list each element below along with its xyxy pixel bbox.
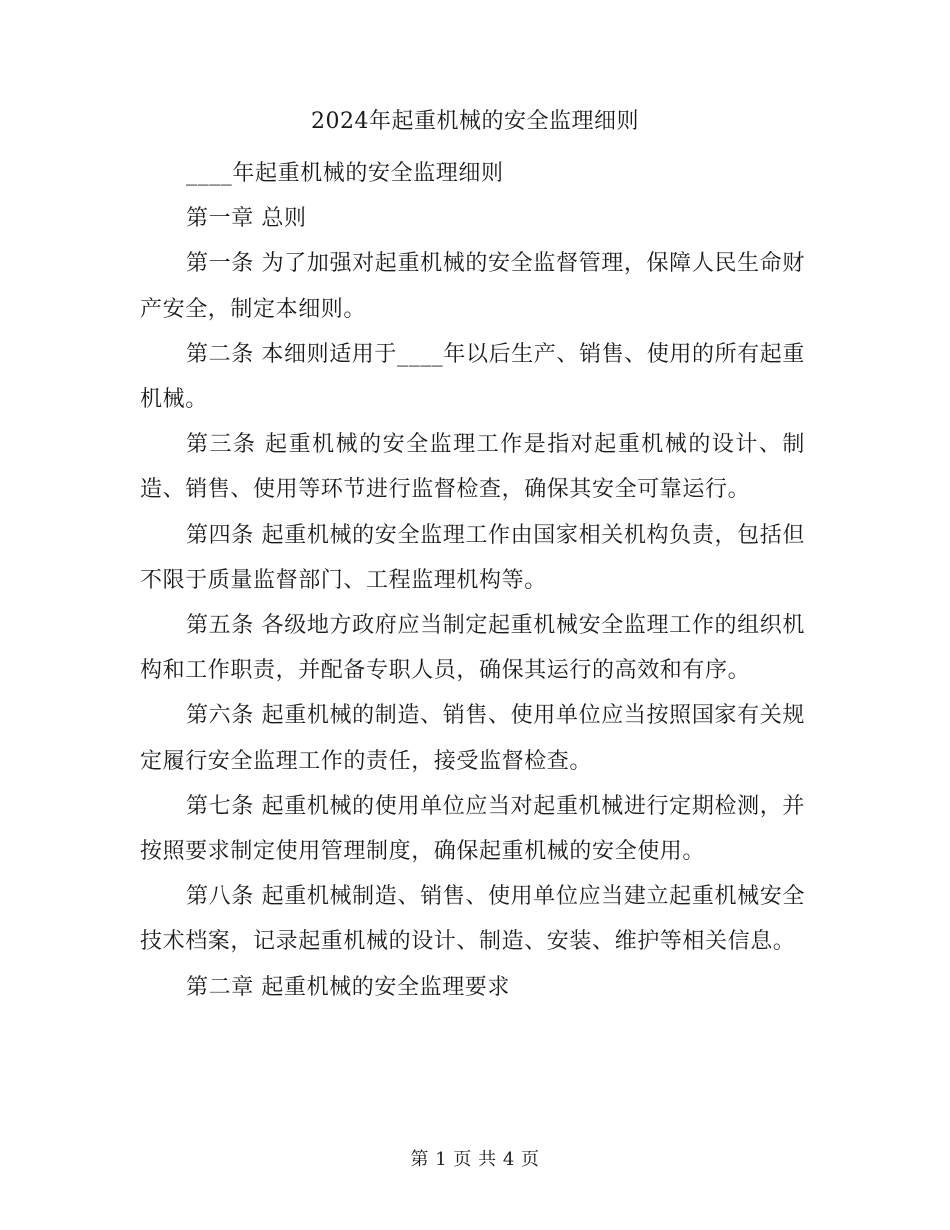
page-number-footer: 第 1 页 共 4 页 [410, 1149, 540, 1170]
paragraph-chapter-1: 第一章 总则 [186, 206, 307, 232]
paragraph-article-5: 第五条 各级地方政府应当制定起重机械安全监理工作的组织机构和工作职责，并配备专职人员，确保其运行的高效和有序。 [140, 613, 805, 684]
paragraph-article-1: 第一条 为了加强对起重机械的安全监督管理，保障人民生命财产安全，制定本细则。 [140, 251, 805, 322]
paragraph-article-3: 第三条 起重机械的安全监理工作是指对起重机械的设计、制造、销售、使用等环节进行监督检查，确保其安全可靠运行。 [140, 432, 805, 503]
paragraph-subtitle: ____年起重机械的安全监理细则 [186, 161, 504, 186]
paragraph-article-4: 第四条 起重机械的安全监理工作由国家相关机构负责，包括但不限于质量监督部门、工程监理机构等。 [140, 522, 805, 593]
document-body [140, 151, 805, 1010]
paragraph-article-6: 第六条 起重机械的制造、销售、使用单位应当按照国家有关规定履行安全监理工作的责任，接受监督检查。 [140, 703, 805, 774]
paragraph-article-8: 第八条 起重机械制造、销售、使用单位应当建立起重机械安全技术档案，记录起重机械的设计、制造、安装、维护等相关信息。 [140, 884, 805, 955]
paragraph-article-2: 第二条 本细则适用于____年以后生产、销售、使用的所有起重机械。 [140, 341, 805, 413]
paragraph-chapter-2: 第二章 起重机械的安全监理要求 [186, 974, 510, 1000]
paragraph-article-7: 第七条 起重机械的使用单位应当对起重机械进行定期检测，并按照要求制定使用管理制度，确保起重机械的安全使用。 [140, 793, 805, 865]
document-title: 2024年起重机械的安全监理细则 [311, 109, 639, 134]
